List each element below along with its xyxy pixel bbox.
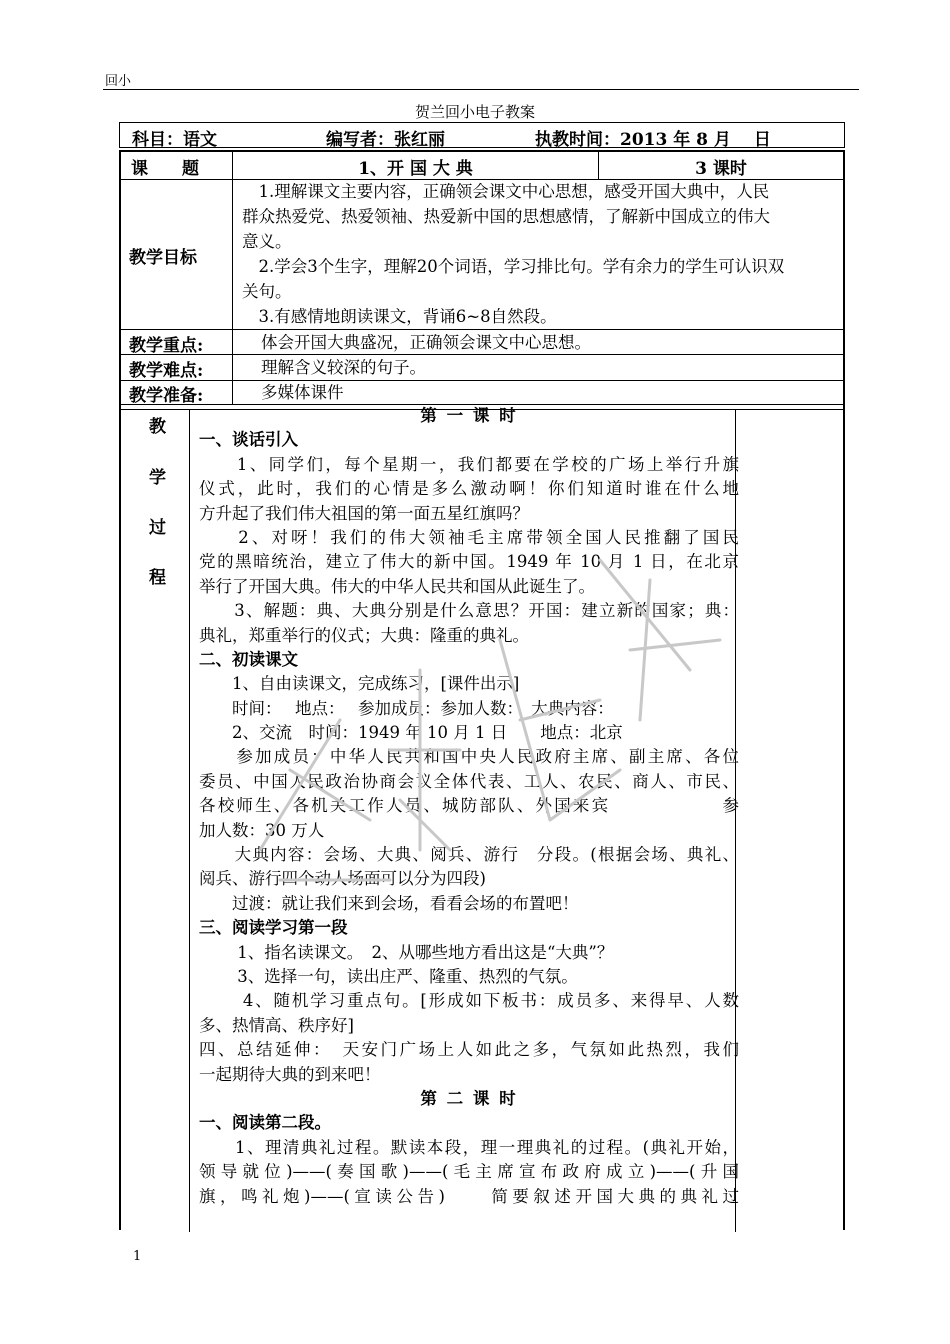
section-heading: 一、谈话引入 — [199, 430, 298, 450]
header-divider — [103, 89, 859, 90]
process-line: 1、自由读课文，完成练习，[课件出示] — [199, 674, 520, 694]
table-divider — [121, 380, 843, 381]
goal-line: 意义。 — [242, 232, 292, 251]
goal-line: 3.有感情地朗读课文，背诵6~8自然段。 — [242, 307, 557, 326]
goal-line: 关句。 — [242, 282, 292, 301]
teaching-time-label: 执教时间：2013 年 8 月 日 — [535, 130, 771, 150]
process-line: 时间： 地点： 参加成员：参加人数： 大典内容： — [199, 698, 614, 718]
process-line: 旗，鸣礼炮)——(宣读公告) 简要叙述开国大典的典礼过 — [199, 1186, 739, 1206]
document-title: 贺兰回小电子教案 — [414, 103, 535, 121]
key-point-text: 体会开国大典盛况，正确领会课文中心思想。 — [261, 333, 591, 352]
class-hours: 3 课时 — [695, 159, 747, 179]
author-label: 编写者：张红丽 — [326, 130, 445, 150]
process-line: 典礼，郑重举行的仪式；大典：隆重的典礼。 — [199, 625, 529, 645]
process-line: 领导就位)——(奏国歌)——(毛主席宣布政府成立)——(升国 — [199, 1162, 739, 1182]
process-line: 大典内容：会场、大典、阅兵、游行 分段。(根据会场、典礼、 — [199, 845, 739, 865]
lesson-title: 1、开 国 大 典 — [358, 159, 473, 179]
goal-line: 1.理解课文主要内容，正确领会课文中心思想，感受开国大典中，人民 — [242, 182, 770, 201]
process-line: 参加成员：中华人民共和国中央人民政府主席、副主席、各位 — [199, 747, 739, 767]
process-line: 3、选择一句，读出庄严、隆重、热烈的气氛。 — [199, 966, 578, 986]
section-heading: 三、阅读学习第一段 — [199, 918, 348, 938]
process-line: 四、总结延伸： 天安门广场上人如此之多，气氛如此热烈，我们 — [199, 1040, 739, 1060]
process-line: 1、指名读课文。 2、从哪些地方看出这是“大典”？ — [199, 942, 614, 962]
topic-label: 课 题 — [131, 159, 199, 179]
teaching-goals — [242, 179, 838, 329]
info-row — [119, 122, 845, 148]
session-heading: 第 一 课 时 — [420, 406, 518, 425]
process-line: 1、理清典礼过程。默读本段，理一理典礼的过程。(典礼开始， — [199, 1137, 739, 1157]
process-line: 一起期待大典的到来吧！ — [199, 1064, 381, 1084]
section-heading: 二、初读课文 — [199, 649, 298, 669]
process-line: 党的黑暗统治，建立了伟大的新中国。1949 年 10 月 1 日，在北京 — [199, 552, 739, 572]
process-line: 方升起了我们伟大祖国的第一面五星红旗吗？ — [199, 503, 529, 523]
goal-line: 2.学会3个生字，理解20个词语，学习排比句。学有余力的学生可认识双 — [242, 257, 785, 276]
process-line: 2、交流 时间：1949 年 10 月 1 日 地点：北京 — [199, 723, 623, 743]
process-label-char: 过 — [149, 518, 166, 538]
process-line: 多、热情高、秩序好] — [199, 1015, 354, 1035]
teaching-process — [199, 404, 739, 1209]
session-heading: 第 二 课 时 — [420, 1088, 518, 1108]
process-line: 阅兵、游行四个动人场面可以分为四段) — [199, 869, 486, 889]
page-number: 1 — [133, 1249, 142, 1264]
table-divider — [189, 409, 190, 1232]
preparation-label: 教学准备: — [129, 386, 204, 406]
difficulty-label: 教学难点: — [129, 361, 204, 381]
difficulty-text: 理解含义较深的句子。 — [261, 358, 426, 377]
process-line: 1、同学们，每个星期一，我们都要在学校的广场上举行升旗 — [199, 454, 739, 474]
header-school: 回小 — [105, 74, 132, 89]
process-line: 3、解题：典、大典分别是什么意思？开国：建立新的国家；典： — [199, 601, 739, 621]
process-label-char: 教 — [149, 417, 166, 437]
process-label-char: 程 — [149, 568, 166, 588]
process-line: 加人数：30 万人 — [199, 820, 325, 840]
key-point-label: 教学重点: — [129, 336, 204, 356]
process-line: 过渡：就让我们来到会场，看看会场的布置吧！ — [199, 893, 579, 913]
goal-line: 群众热爱党、热爱领袖、热爱新中国的思想感情，了解新中国成立的伟大 — [242, 207, 770, 226]
process-line: 举行了开国大典。伟大的中华人民共和国从此诞生了。 — [199, 576, 595, 596]
section-heading: 一、阅读第二段。 — [199, 1113, 331, 1133]
process-line: 各校师生、各机关工作人员、城防部队、外国来宾 参 — [199, 796, 739, 816]
table-divider — [232, 152, 233, 404]
goals-label: 教学目标 — [129, 248, 197, 268]
process-line: 委员、中国人民政治协商会议全体代表、工人、农民、商人、市民、 — [199, 771, 739, 791]
subject-label: 科目：语文 — [132, 130, 217, 150]
preparation-text: 多媒体课件 — [261, 383, 344, 402]
process-line: 仪式，此时，我们的心情是多么激动啊！你们知道时谁在什么地 — [199, 479, 739, 499]
process-line: 4、随机学习重点句。[形成如下板书：成员多、来得早、人数 — [199, 991, 739, 1011]
process-line: 2、对呀！我们的伟大领袖毛主席带领全国人民推翻了国民 — [199, 527, 739, 547]
process-label-char: 学 — [149, 468, 166, 488]
lesson-plan-table — [119, 150, 845, 1230]
